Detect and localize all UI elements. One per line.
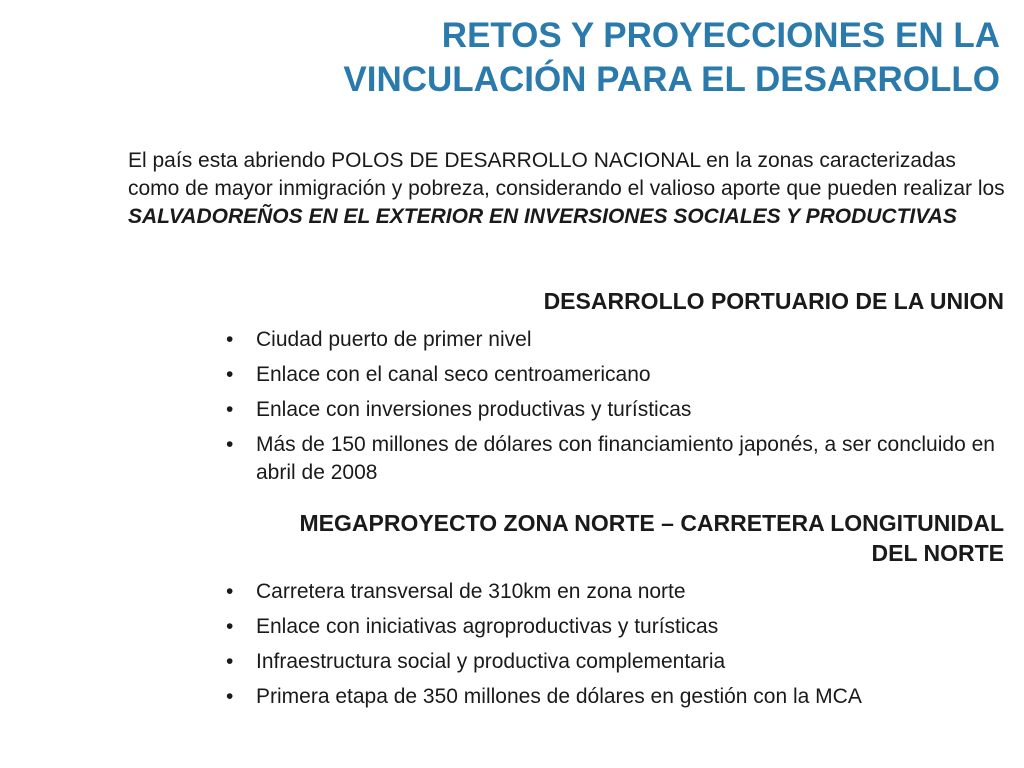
list-item — [226, 361, 1016, 389]
list-item-text: Ciudad puerto de primer nivel — [256, 328, 532, 351]
list-item-text: Infraestructura social y productiva complementaria — [256, 650, 726, 673]
list-item — [226, 613, 1016, 641]
bullet-icon: • — [226, 398, 234, 421]
intro-paragraph — [128, 147, 1008, 231]
list-item — [226, 578, 1016, 606]
list-item-text: Enlace con inversiones productivas y turísticas — [256, 398, 692, 421]
slide-title — [100, 14, 1000, 102]
list-item-text: Primera etapa de 350 millones de dólares en gestión con la MCA — [256, 685, 862, 708]
list-item — [226, 431, 1016, 487]
section-heading-zona-norte — [124, 508, 1004, 568]
intro-text: El país esta abriendo POLOS DE DESARROLLO NACIONAL en la zonas caracterizadas como de mayor inmigración y pobreza, considerando el valioso aporte que pueden realizar los — [128, 149, 1005, 200]
list-item — [226, 396, 1016, 424]
section-heading-puerto: DESARROLLO PORTUARIO DE LA UNION — [543, 288, 1004, 314]
list-item-text: Más de 150 millones de dólares con financiamiento japonés, a ser concluido en abril de 2008 — [256, 433, 995, 484]
bullet-icon: • — [226, 650, 234, 673]
list-item — [226, 326, 1016, 354]
section-heading-line2: DEL NORTE — [871, 540, 1004, 566]
list-item-text: Enlace con iniciativas agroproductivas y turísticas — [256, 615, 719, 638]
list-item — [226, 648, 1016, 676]
slide-title-line1: RETOS Y PROYECCIONES EN LA — [441, 16, 1000, 55]
list-item-text: Carretera transversal de 310km en zona norte — [256, 580, 686, 603]
bullet-list-puerto — [226, 326, 1016, 494]
bullet-list-zona-norte — [226, 578, 1016, 718]
bullet-icon: • — [226, 363, 234, 386]
section-heading-line1: MEGAPROYECTO ZONA NORTE – CARRETERA LONGITUNIDAL — [299, 510, 1004, 536]
slide-title-line2: VINCULACIÓN PARA EL DESARROLLO — [343, 60, 1000, 99]
bullet-icon: • — [226, 580, 234, 603]
bullet-icon: • — [226, 615, 234, 638]
bullet-icon: • — [226, 433, 234, 456]
list-item-text: Enlace con el canal seco centroamericano — [256, 363, 651, 386]
bullet-icon: • — [226, 685, 234, 708]
list-item — [226, 683, 1016, 711]
bullet-icon: • — [226, 328, 234, 351]
intro-emphasis: SALVADOREÑOS EN EL EXTERIOR EN INVERSIONES SOCIALES Y PRODUCTIVAS — [128, 205, 957, 228]
